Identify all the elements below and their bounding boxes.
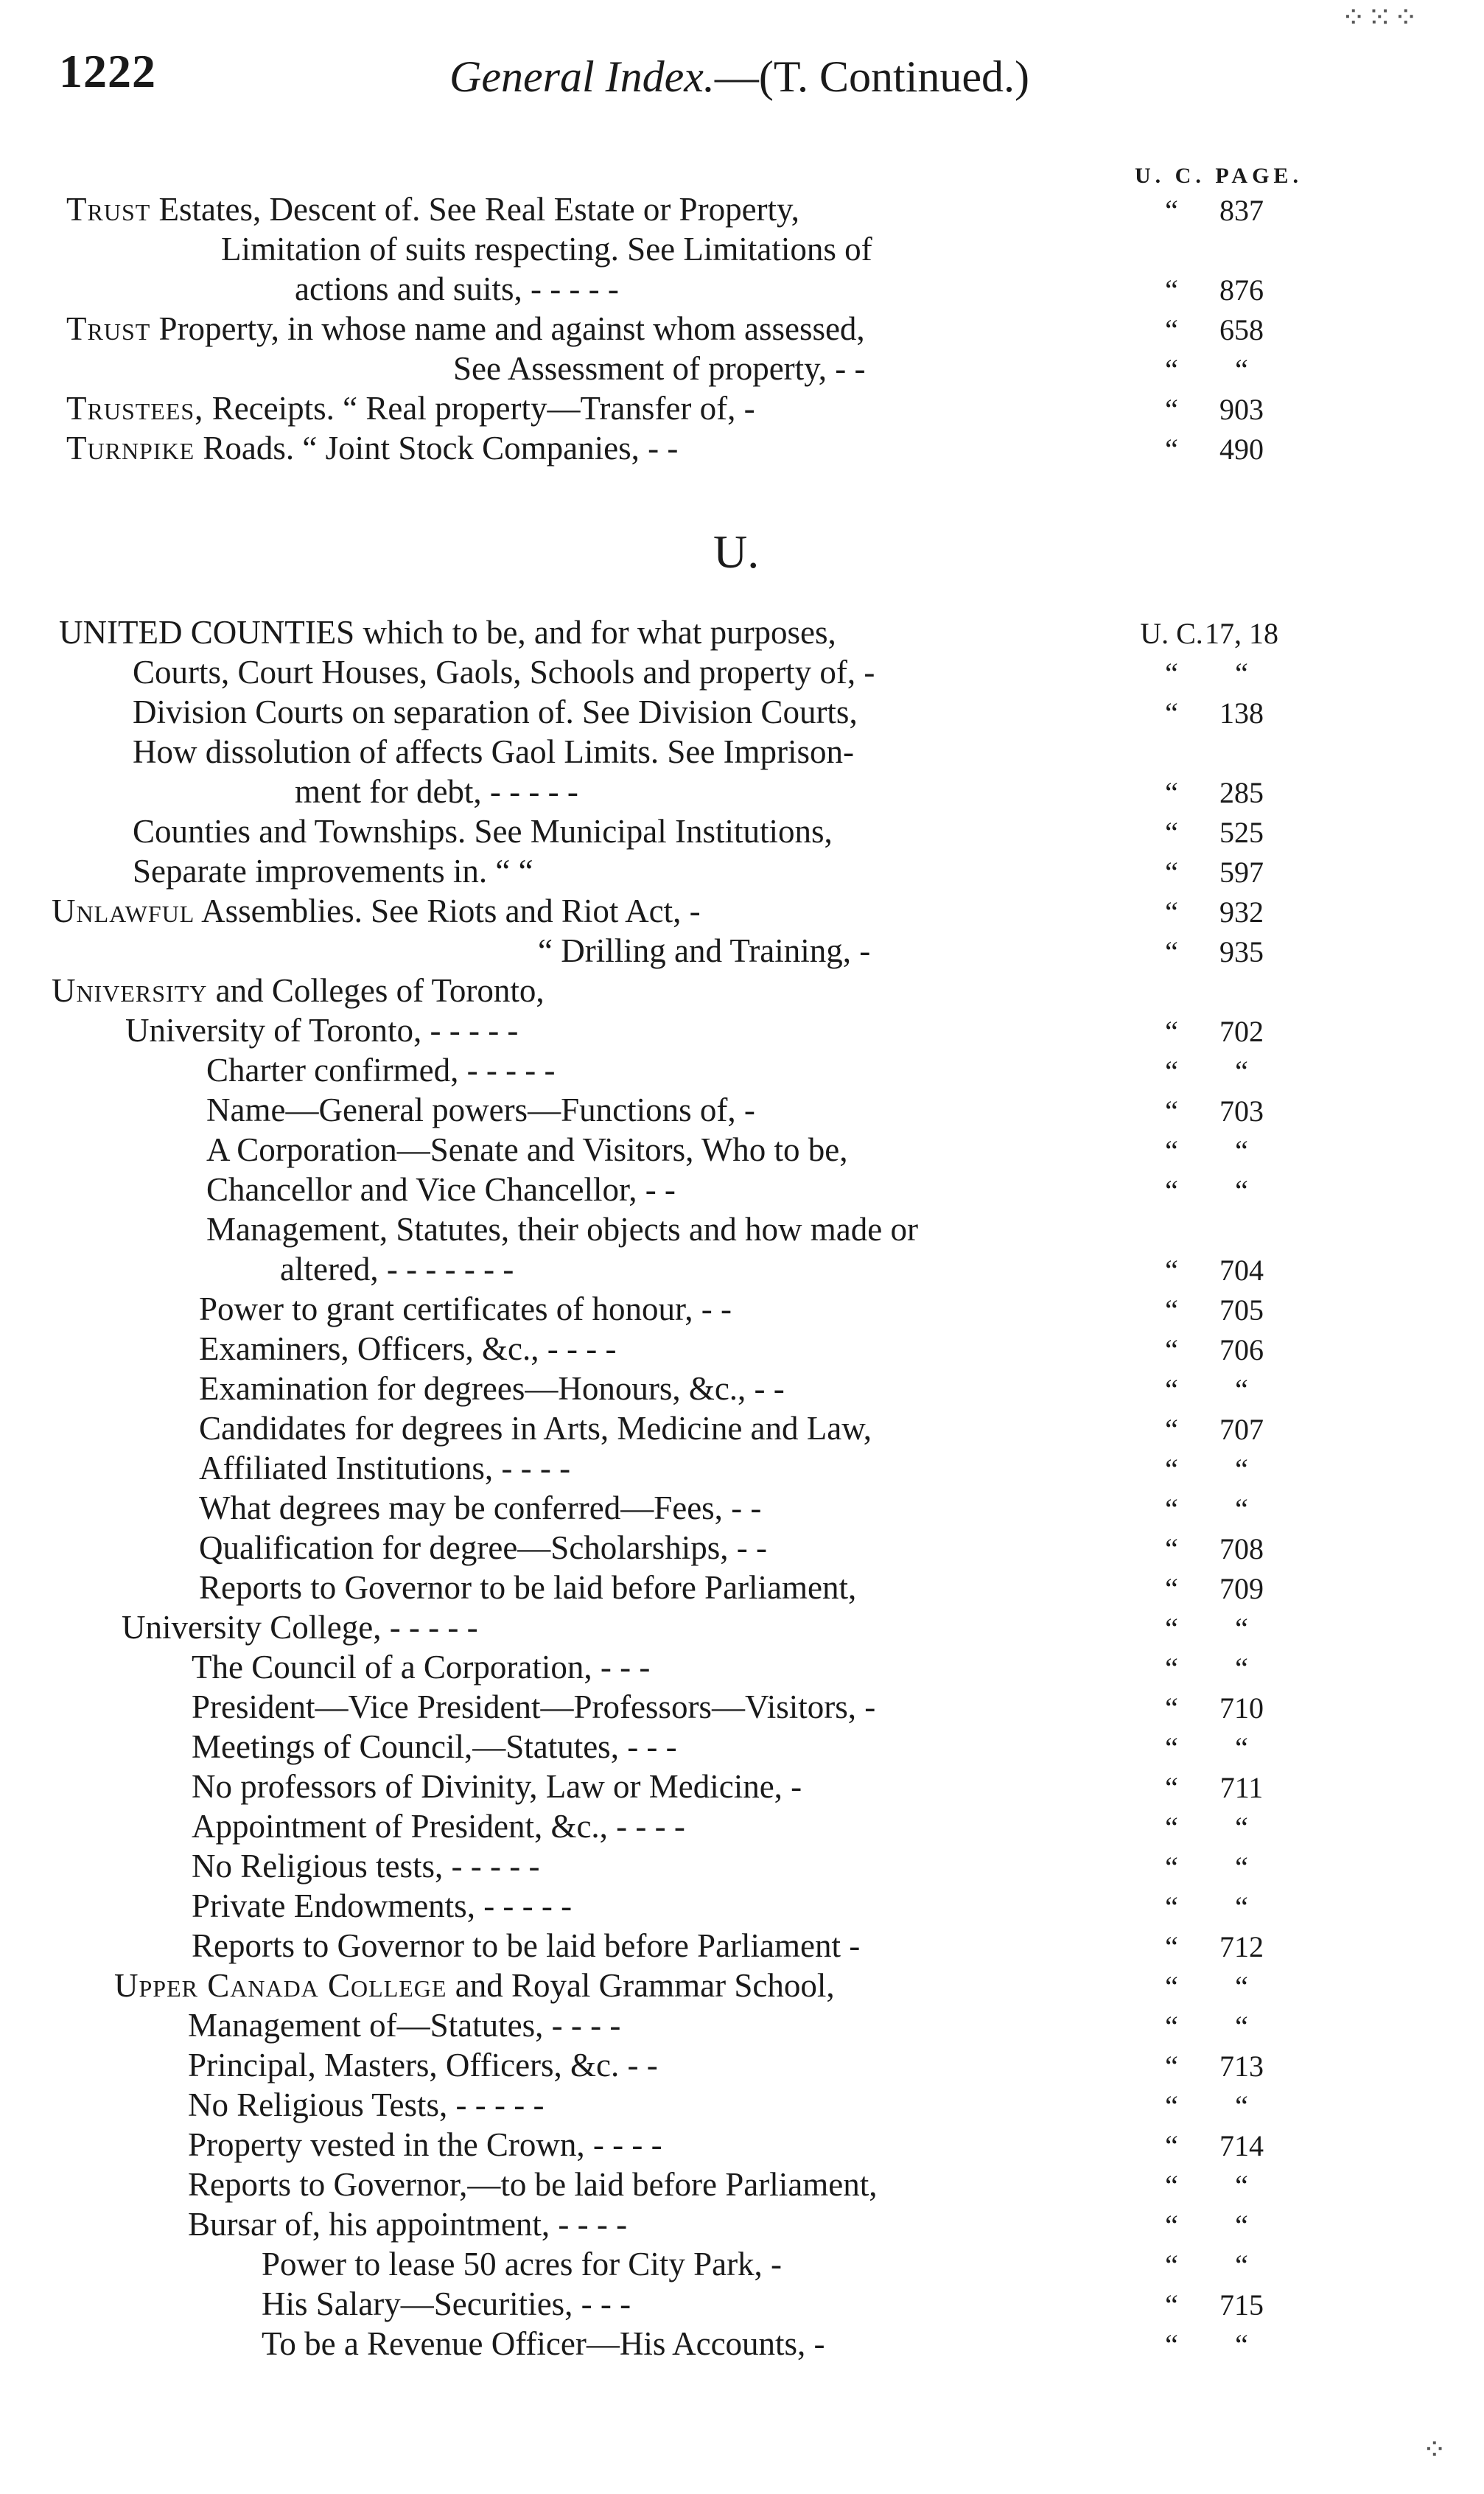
entry-text: [66, 389, 755, 427]
page-edge-specks-bottom: ⁘: [1422, 2433, 1447, 2466]
entry-uc-ref: “: [1165, 776, 1178, 809]
entry-uc-ref: U. C.: [1140, 617, 1203, 650]
index-entry: [0, 1688, 1484, 1729]
entry-uc-ref: “: [1165, 393, 1178, 426]
entry-body: Counties and Townships. See Municipal Institutions,: [133, 813, 833, 850]
entry-body: Principal, Masters, Officers, &c. - -: [188, 2047, 658, 2083]
index-entry: [0, 971, 1484, 1013]
entry-uc-ref: “: [1165, 1134, 1178, 1167]
entry-uc-ref: “: [1165, 2328, 1178, 2361]
index-entry: [0, 772, 1484, 814]
entry-text: [188, 2046, 658, 2084]
entry-page-ref: “: [1235, 1811, 1248, 1844]
entry-text: [59, 613, 836, 652]
entry-uc-ref: “: [1165, 696, 1178, 730]
entry-page-ref: 710: [1219, 1691, 1264, 1725]
entry-text: [188, 2205, 627, 2243]
entry-page-ref: 903: [1219, 393, 1264, 426]
entry-text: [295, 270, 619, 308]
index-entry: [0, 2046, 1484, 2087]
index-entry: [0, 429, 1484, 470]
entry-text: [262, 2285, 631, 2323]
entry-heading: Unlawful: [52, 893, 195, 929]
entry-body: Meetings of Council,—Statutes, - - -: [192, 1728, 677, 1765]
entry-text: [125, 1011, 518, 1049]
entry-uc-ref: “: [1165, 194, 1178, 227]
index-entry: [0, 1767, 1484, 1809]
entry-uc-ref: “: [1165, 1094, 1178, 1128]
entry-body: No Religious Tests, - - - - -: [188, 2086, 545, 2123]
entry-uc-ref: “: [1165, 2010, 1178, 2043]
entry-page-ref: “: [1235, 353, 1248, 386]
entry-text: [52, 892, 701, 930]
entry-page-ref: 703: [1219, 1094, 1264, 1128]
entry-page-ref: 525: [1219, 816, 1264, 849]
entry-text: [66, 190, 799, 228]
entry-page-ref: “: [1235, 1970, 1248, 2003]
entry-page-ref: 138: [1219, 696, 1264, 730]
entry-text: [188, 2165, 877, 2204]
entry-body: President—Vice President—Professors—Visitors, -: [192, 1688, 876, 1725]
index-entry: [0, 1807, 1484, 1848]
entry-text: [133, 812, 833, 850]
entry-uc-ref: “: [1165, 2249, 1178, 2282]
entry-text: [199, 1568, 856, 1607]
section-letter: U.: [713, 525, 760, 578]
entry-body: Qualification for degree—Scholarships, - -: [199, 1529, 767, 1566]
page-title-continued: —(T. Continued.): [714, 52, 1030, 101]
entry-uc-ref: “: [1165, 935, 1178, 968]
entry-text: [188, 2086, 544, 2124]
entry-uc-ref: “: [1165, 1293, 1178, 1327]
entry-page-ref: “: [1235, 2089, 1248, 2123]
index-entry: [0, 1529, 1484, 1570]
entry-text: [133, 693, 858, 731]
entry-text: [192, 1887, 572, 1925]
entry-body: How dissolution of affects Gaol Limits. See Imprison-: [133, 733, 855, 770]
entry-page-ref: “: [1235, 1731, 1248, 1764]
entry-page-ref: 597: [1219, 856, 1264, 889]
entry-page-ref: 932: [1219, 895, 1264, 929]
entry-page-ref: “: [1235, 1612, 1248, 1645]
index-entry: [0, 1648, 1484, 1689]
entry-text: [199, 1369, 785, 1408]
entry-text: [221, 230, 872, 268]
entry-page-ref: “: [1235, 2328, 1248, 2361]
entry-page-ref: 17, 18: [1205, 617, 1278, 650]
entry-text: [133, 653, 875, 691]
entry-text: [66, 310, 865, 348]
index-entry: [0, 2006, 1484, 2047]
index-entry: [0, 1927, 1484, 1968]
entry-uc-ref: “: [1165, 313, 1178, 346]
entry-text: [114, 1966, 835, 2005]
entry-text: [206, 1051, 556, 1089]
entry-page-ref: 706: [1219, 1333, 1264, 1366]
entry-body: Examiners, Officers, &c., - - - -: [199, 1330, 617, 1367]
entry-text: [192, 1728, 677, 1766]
entry-body: Name—General powers—Functions of, -: [206, 1091, 755, 1128]
index-entry: [0, 892, 1484, 933]
entry-page-ref: “: [1235, 2169, 1248, 2202]
entry-body: Examination for degrees—Honours, &c., - -: [199, 1370, 785, 1407]
entry-body: Estates, Descent of. See Real Estate or Property,: [150, 191, 799, 228]
entry-uc-ref: “: [1165, 657, 1178, 690]
index-entry: [0, 1210, 1484, 1251]
entry-uc-ref: “: [1165, 1055, 1178, 1088]
entry-uc-ref: “: [1165, 1413, 1178, 1446]
index-entry: [0, 349, 1484, 391]
entry-body: Charter confirmed, - - - - -: [206, 1052, 556, 1089]
index-entry: [0, 613, 1484, 654]
entry-body: Appointment of President, &c., - - - -: [192, 1808, 685, 1845]
column-header: U. C. PAGE.: [1135, 164, 1303, 188]
entry-text: [133, 733, 854, 771]
entry-body: Roads. “ Joint Stock Companies, - -: [195, 430, 679, 467]
entry-page-ref: “: [1235, 1492, 1248, 1526]
entry-page-ref: 709: [1219, 1572, 1264, 1605]
entry-heading: Upper Canada College: [114, 1967, 447, 2004]
index-entry: [0, 1966, 1484, 2008]
entry-text: [199, 1449, 570, 1487]
entry-body: altered, - - - - - - -: [280, 1251, 514, 1288]
entry-page-ref: 285: [1219, 776, 1264, 809]
index-entry: [0, 1011, 1484, 1052]
entry-page-ref: “: [1235, 1174, 1248, 1207]
entry-text: [199, 1330, 616, 1368]
entry-text: [538, 932, 870, 970]
entry-uc-ref: “: [1165, 1373, 1178, 1406]
entry-text: [133, 852, 533, 890]
entry-body: Reports to Governor to be laid before Parliament -: [192, 1927, 861, 1964]
index-entry: [0, 2245, 1484, 2286]
entry-body: Reports to Governor,—to be laid before Parliament,: [188, 2166, 878, 2203]
entry-uc-ref: “: [1165, 1811, 1178, 1844]
entry-text: [280, 1250, 514, 1288]
entry-text: [206, 1170, 676, 1209]
entry-page-ref: “: [1235, 2249, 1248, 2282]
index-entry: [0, 932, 1484, 973]
entry-text: [206, 1210, 918, 1248]
entry-page-ref: “: [1235, 1055, 1248, 1088]
index-entry: [0, 2285, 1484, 2326]
entry-text: [188, 2006, 620, 2044]
entry-body: Reports to Governor to be laid before Parliament,: [199, 1569, 857, 1606]
entry-body: Candidates for degrees in Arts, Medicine and Law,: [199, 1410, 872, 1447]
entry-body: Private Endowments, - - - - -: [192, 1887, 573, 1924]
entry-uc-ref: “: [1165, 856, 1178, 889]
index-entry: [0, 852, 1484, 893]
entry-body: Courts, Court Houses, Gaols, Schools and property of, -: [133, 654, 875, 691]
index-entry: [0, 2126, 1484, 2167]
entry-body: Power to lease 50 acres for City Park, -: [262, 2246, 783, 2282]
index-entry: [0, 230, 1484, 271]
index-entry: [0, 693, 1484, 734]
page-title: [449, 52, 1029, 102]
entry-page-ref: 876: [1219, 273, 1264, 307]
entry-text: [192, 1767, 802, 1806]
index-entry: [0, 310, 1484, 351]
entry-body: Receipts. “ Real property—Transfer of, -: [203, 390, 755, 427]
entry-uc-ref: “: [1165, 1612, 1178, 1645]
entry-text: [192, 1847, 539, 1885]
entry-uc-ref: “: [1165, 2050, 1178, 2083]
entry-uc-ref: “: [1165, 1174, 1178, 1207]
index-entry: [0, 389, 1484, 430]
index-entry: [0, 1051, 1484, 1092]
index-entry: [0, 1170, 1484, 1212]
entry-uc-ref: “: [1165, 433, 1178, 466]
entry-page-ref: “: [1235, 1373, 1248, 1406]
entry-body: Bursar of, his appointment, - - - -: [188, 2206, 628, 2243]
entry-page-ref: “: [1235, 657, 1248, 690]
entry-body: UNITED COUNTIES which to be, and for what purposes,: [59, 614, 836, 651]
entry-heading: Trustees,: [66, 390, 204, 427]
entry-page-ref: 715: [1219, 2288, 1264, 2322]
index-entry: [0, 1728, 1484, 1769]
entry-uc-ref: “: [1165, 2169, 1178, 2202]
entry-body: ment for debt, - - - - -: [295, 773, 578, 810]
entry-body: “ Drilling and Training, -: [538, 932, 871, 969]
entry-text: [262, 2245, 782, 2283]
entry-page-ref: 707: [1219, 1413, 1264, 1446]
index-entry: [0, 1847, 1484, 1888]
entry-text: [206, 1131, 848, 1169]
entry-uc-ref: “: [1165, 1015, 1178, 1048]
entry-page-ref: “: [1235, 1851, 1248, 1884]
entry-page-ref: 711: [1219, 1771, 1264, 1804]
entry-page-ref: 713: [1219, 2050, 1264, 2083]
entry-uc-ref: “: [1165, 2288, 1178, 2322]
entry-body: actions and suits, - - - - -: [295, 270, 619, 307]
entry-body: Management of—Statutes, - - - -: [188, 2007, 621, 2044]
entry-page-ref: 490: [1219, 433, 1264, 466]
entry-body: Property vested in the Crown, - - - -: [188, 2126, 662, 2163]
entry-body: Assemblies. See Riots and Riot Act, -: [195, 893, 701, 929]
entry-page-ref: 705: [1219, 1293, 1264, 1327]
entry-body: Management, Statutes, their objects and how made or: [206, 1211, 918, 1248]
entry-page-ref: 935: [1219, 935, 1264, 968]
entry-text: [199, 1290, 732, 1328]
index-entry: [0, 2205, 1484, 2246]
entry-body: Chancellor and Vice Chancellor, - -: [206, 1171, 676, 1208]
entry-page-ref: 708: [1219, 1532, 1264, 1565]
index-entry: [0, 1290, 1484, 1331]
entry-text: [192, 1807, 685, 1845]
index-entry: [0, 2086, 1484, 2127]
entry-page-ref: 702: [1219, 1015, 1264, 1048]
entry-text: [52, 971, 545, 1010]
entry-body: What degrees may be conferred—Fees, - -: [199, 1489, 762, 1526]
entry-uc-ref: “: [1165, 1453, 1178, 1486]
entry-page-ref: 837: [1219, 194, 1264, 227]
entry-body: Power to grant certificates of honour, - -: [199, 1290, 732, 1327]
entry-uc-ref: “: [1165, 1970, 1178, 2003]
entry-heading: University: [52, 972, 208, 1009]
entry-uc-ref: “: [1165, 1890, 1178, 1924]
entry-text: [453, 349, 865, 388]
entry-uc-ref: “: [1165, 1851, 1178, 1884]
entry-body: Division Courts on separation of. See Division Courts,: [133, 694, 858, 730]
entry-text: [199, 1529, 767, 1567]
entry-page-ref: “: [1235, 2209, 1248, 2242]
entry-page-ref: “: [1235, 2010, 1248, 2043]
entry-body: Property, in whose name and against whom assessed,: [150, 310, 865, 347]
entry-uc-ref: “: [1165, 1691, 1178, 1725]
index-entry: [0, 1449, 1484, 1490]
index-entry: [0, 1369, 1484, 1411]
entry-body: Separate improvements in. “ “: [133, 853, 533, 890]
index-entry: [0, 1489, 1484, 1530]
entry-body: No Religious tests, - - - - -: [192, 1848, 540, 1885]
entry-uc-ref: “: [1165, 2209, 1178, 2242]
index-entry: [0, 733, 1484, 774]
index-entry: [0, 1608, 1484, 1649]
index-entry: [0, 1250, 1484, 1291]
index-entry: [0, 1568, 1484, 1610]
entry-text: [122, 1608, 478, 1646]
entry-uc-ref: “: [1165, 1930, 1178, 1963]
entry-text: [199, 1489, 761, 1527]
index-entry: [0, 1887, 1484, 1928]
index-entry: [0, 1091, 1484, 1132]
entry-body: Limitation of suits respecting. See Limitations of: [221, 231, 872, 268]
entry-page-ref: “: [1235, 1652, 1248, 1685]
entry-body: and Royal Grammar School,: [447, 1967, 835, 2004]
entry-text: [262, 2324, 825, 2363]
entry-body: See Assessment of property, - -: [453, 350, 866, 387]
entry-page-ref: 704: [1219, 1254, 1264, 1287]
entry-body: and Colleges of Toronto,: [207, 972, 545, 1009]
entry-uc-ref: “: [1165, 1492, 1178, 1526]
index-entry: [0, 1131, 1484, 1172]
index-entry: [0, 653, 1484, 694]
entry-text: [206, 1091, 755, 1129]
entry-body: No professors of Divinity, Law or Medicine, -: [192, 1768, 802, 1805]
entry-text: [66, 429, 678, 467]
entry-heading: Turnpike: [66, 430, 195, 467]
entry-page-ref: 714: [1219, 2129, 1264, 2162]
entry-uc-ref: “: [1165, 2129, 1178, 2162]
entry-heading: Trust: [66, 310, 151, 347]
entry-uc-ref: “: [1165, 353, 1178, 386]
entry-page-ref: “: [1235, 1890, 1248, 1924]
entry-uc-ref: “: [1165, 2089, 1178, 2123]
entry-text: [295, 772, 578, 811]
entry-body: To be a Revenue Officer—His Accounts, -: [262, 2325, 825, 2362]
index-entry: [0, 190, 1484, 231]
entry-body: A Corporation—Senate and Visitors, Who to be,: [206, 1131, 848, 1168]
entry-uc-ref: “: [1165, 1532, 1178, 1565]
entry-body: University College, - - - - -: [122, 1609, 478, 1646]
page-number: 1222: [59, 45, 156, 97]
entry-body: His Salary—Securities, - - -: [262, 2285, 631, 2322]
page-title-main: General Index.: [449, 52, 715, 101]
entry-body: University of Toronto, - - - - -: [125, 1012, 519, 1049]
entry-page-ref: “: [1235, 1453, 1248, 1486]
entry-text: [192, 1648, 650, 1686]
index-entry: [0, 1409, 1484, 1450]
entry-uc-ref: “: [1165, 1572, 1178, 1605]
entry-text: [199, 1409, 872, 1447]
entry-uc-ref: “: [1165, 1771, 1178, 1804]
index-entry: [0, 270, 1484, 311]
index-entry: [0, 2324, 1484, 2366]
entry-text: [192, 1688, 875, 1726]
index-entry: [0, 1330, 1484, 1371]
entry-uc-ref: “: [1165, 895, 1178, 929]
entry-uc-ref: “: [1165, 1333, 1178, 1366]
entry-page-ref: 658: [1219, 313, 1264, 346]
index-entry: [0, 2165, 1484, 2207]
entry-body: The Council of a Corporation, - - -: [192, 1649, 651, 1686]
entry-uc-ref: “: [1165, 273, 1178, 307]
entry-heading: Trust: [66, 191, 151, 228]
entry-uc-ref: “: [1165, 1731, 1178, 1764]
index-entry: [0, 812, 1484, 853]
entry-page-ref: 712: [1219, 1930, 1264, 1963]
entry-text: [188, 2126, 662, 2164]
entry-text: [192, 1927, 860, 1965]
entry-page-ref: “: [1235, 1134, 1248, 1167]
page-edge-specks: ⁘⁙⁘: [1341, 1, 1420, 34]
entry-uc-ref: “: [1165, 816, 1178, 849]
entry-uc-ref: “: [1165, 1254, 1178, 1287]
entry-body: Affiliated Institutions, - - - -: [199, 1450, 571, 1487]
entry-uc-ref: “: [1165, 1652, 1178, 1685]
